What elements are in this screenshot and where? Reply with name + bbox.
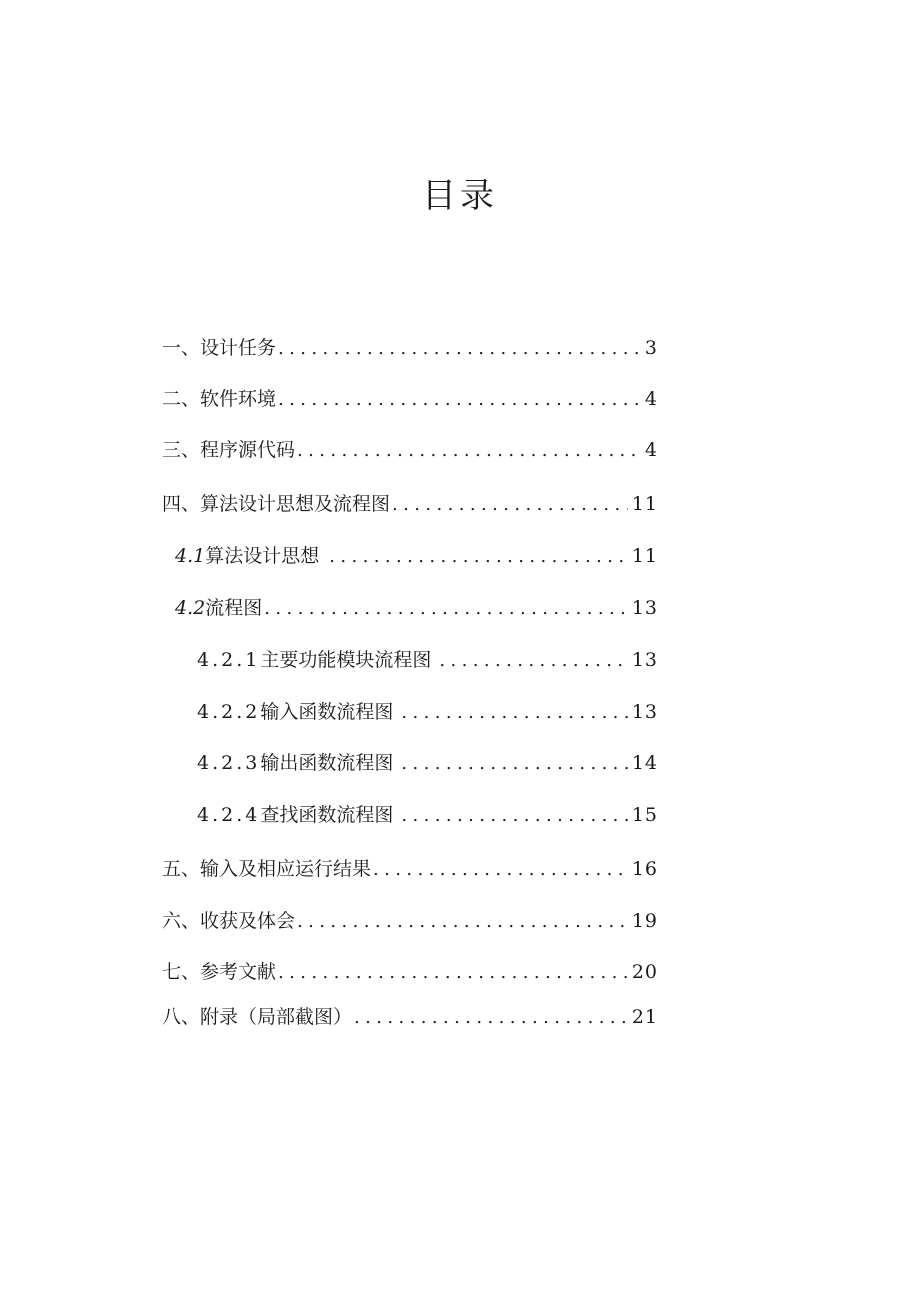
toc-entry[interactable] — [162, 490, 658, 518]
dot-leader — [439, 647, 627, 675]
toc-number: 4.2.2 — [197, 701, 261, 723]
toc-entry[interactable] — [197, 801, 658, 829]
toc-label: 算法设计思想及流程图 — [200, 493, 391, 515]
dot-leader — [401, 699, 627, 727]
toc-entry[interactable] — [162, 907, 658, 935]
toc-number: 4.2.3 — [197, 752, 261, 774]
toc-page-number: 14 — [631, 752, 658, 774]
toc-number: 二、 — [162, 388, 201, 410]
toc-entry[interactable] — [175, 542, 658, 570]
toc-page-number: 3 — [644, 337, 658, 359]
toc-number: 一、 — [162, 337, 201, 359]
dot-leader — [278, 335, 641, 363]
toc-page-number: 19 — [631, 910, 658, 932]
toc-number: 六、 — [162, 910, 201, 932]
dot-leader — [297, 908, 628, 936]
toc-number: 四、 — [162, 493, 201, 515]
toc-label: 参考文献 — [200, 961, 277, 983]
dot-leader — [401, 802, 627, 830]
toc-number: 4.2 — [175, 597, 206, 619]
toc-entry[interactable] — [197, 698, 658, 726]
toc-page-number: 15 — [631, 804, 658, 826]
dot-leader — [278, 959, 628, 987]
toc-label: 输入函数流程图 — [260, 701, 394, 723]
toc-page-number: 11 — [631, 493, 658, 515]
toc-number: 三、 — [162, 439, 201, 461]
toc-label: 收获及体会 — [200, 910, 296, 932]
toc-page-number: 4 — [644, 439, 658, 461]
toc-entry[interactable] — [197, 646, 658, 674]
toc-number: 4.1 — [175, 545, 206, 567]
dot-leader — [278, 386, 641, 414]
toc-label: 算法设计思想 — [205, 545, 320, 567]
toc-entry[interactable] — [197, 749, 658, 777]
toc-entry[interactable] — [162, 855, 658, 883]
dot-leader — [329, 543, 628, 571]
toc-page-number: 13 — [631, 701, 658, 723]
toc-page-number: 13 — [631, 597, 658, 619]
toc-page-number: 13 — [631, 649, 658, 671]
toc-number: 七、 — [162, 961, 201, 983]
toc-entry[interactable] — [162, 334, 658, 362]
toc-label: 设计任务 — [200, 337, 277, 359]
toc-label: 查找函数流程图 — [260, 804, 394, 826]
toc-label: 输出函数流程图 — [260, 752, 394, 774]
dot-leader — [392, 491, 628, 519]
toc-entry[interactable] — [175, 594, 658, 622]
dot-leader — [264, 595, 628, 623]
toc-label: 主要功能模块流程图 — [260, 649, 432, 671]
toc-page-number: 4 — [644, 388, 658, 410]
toc-entry[interactable] — [162, 958, 658, 986]
dot-leader — [297, 437, 641, 465]
page-title: 目录 — [422, 176, 498, 216]
toc-label: 附录（局部截图） — [200, 1006, 353, 1028]
toc-number: 八、 — [162, 1006, 201, 1028]
toc-page-number: 16 — [631, 858, 658, 880]
toc-number: 4.2.1 — [197, 649, 261, 671]
toc-label: 程序源代码 — [200, 439, 296, 461]
toc-page-number: 11 — [631, 545, 658, 567]
dot-leader — [401, 750, 627, 778]
toc-label: 软件环境 — [200, 388, 277, 410]
toc-page-number: 21 — [631, 1006, 658, 1028]
toc-label: 流程图 — [205, 597, 263, 619]
toc-entry[interactable] — [162, 436, 658, 464]
toc-label: 输入及相应运行结果 — [200, 858, 372, 880]
toc-entry[interactable] — [162, 385, 658, 413]
toc-entry[interactable] — [162, 1003, 658, 1031]
dot-leader — [373, 856, 628, 884]
toc-page-number: 20 — [631, 961, 658, 983]
toc-number: 五、 — [162, 858, 201, 880]
dot-leader — [354, 1004, 628, 1032]
toc-number: 4.2.4 — [197, 804, 261, 826]
